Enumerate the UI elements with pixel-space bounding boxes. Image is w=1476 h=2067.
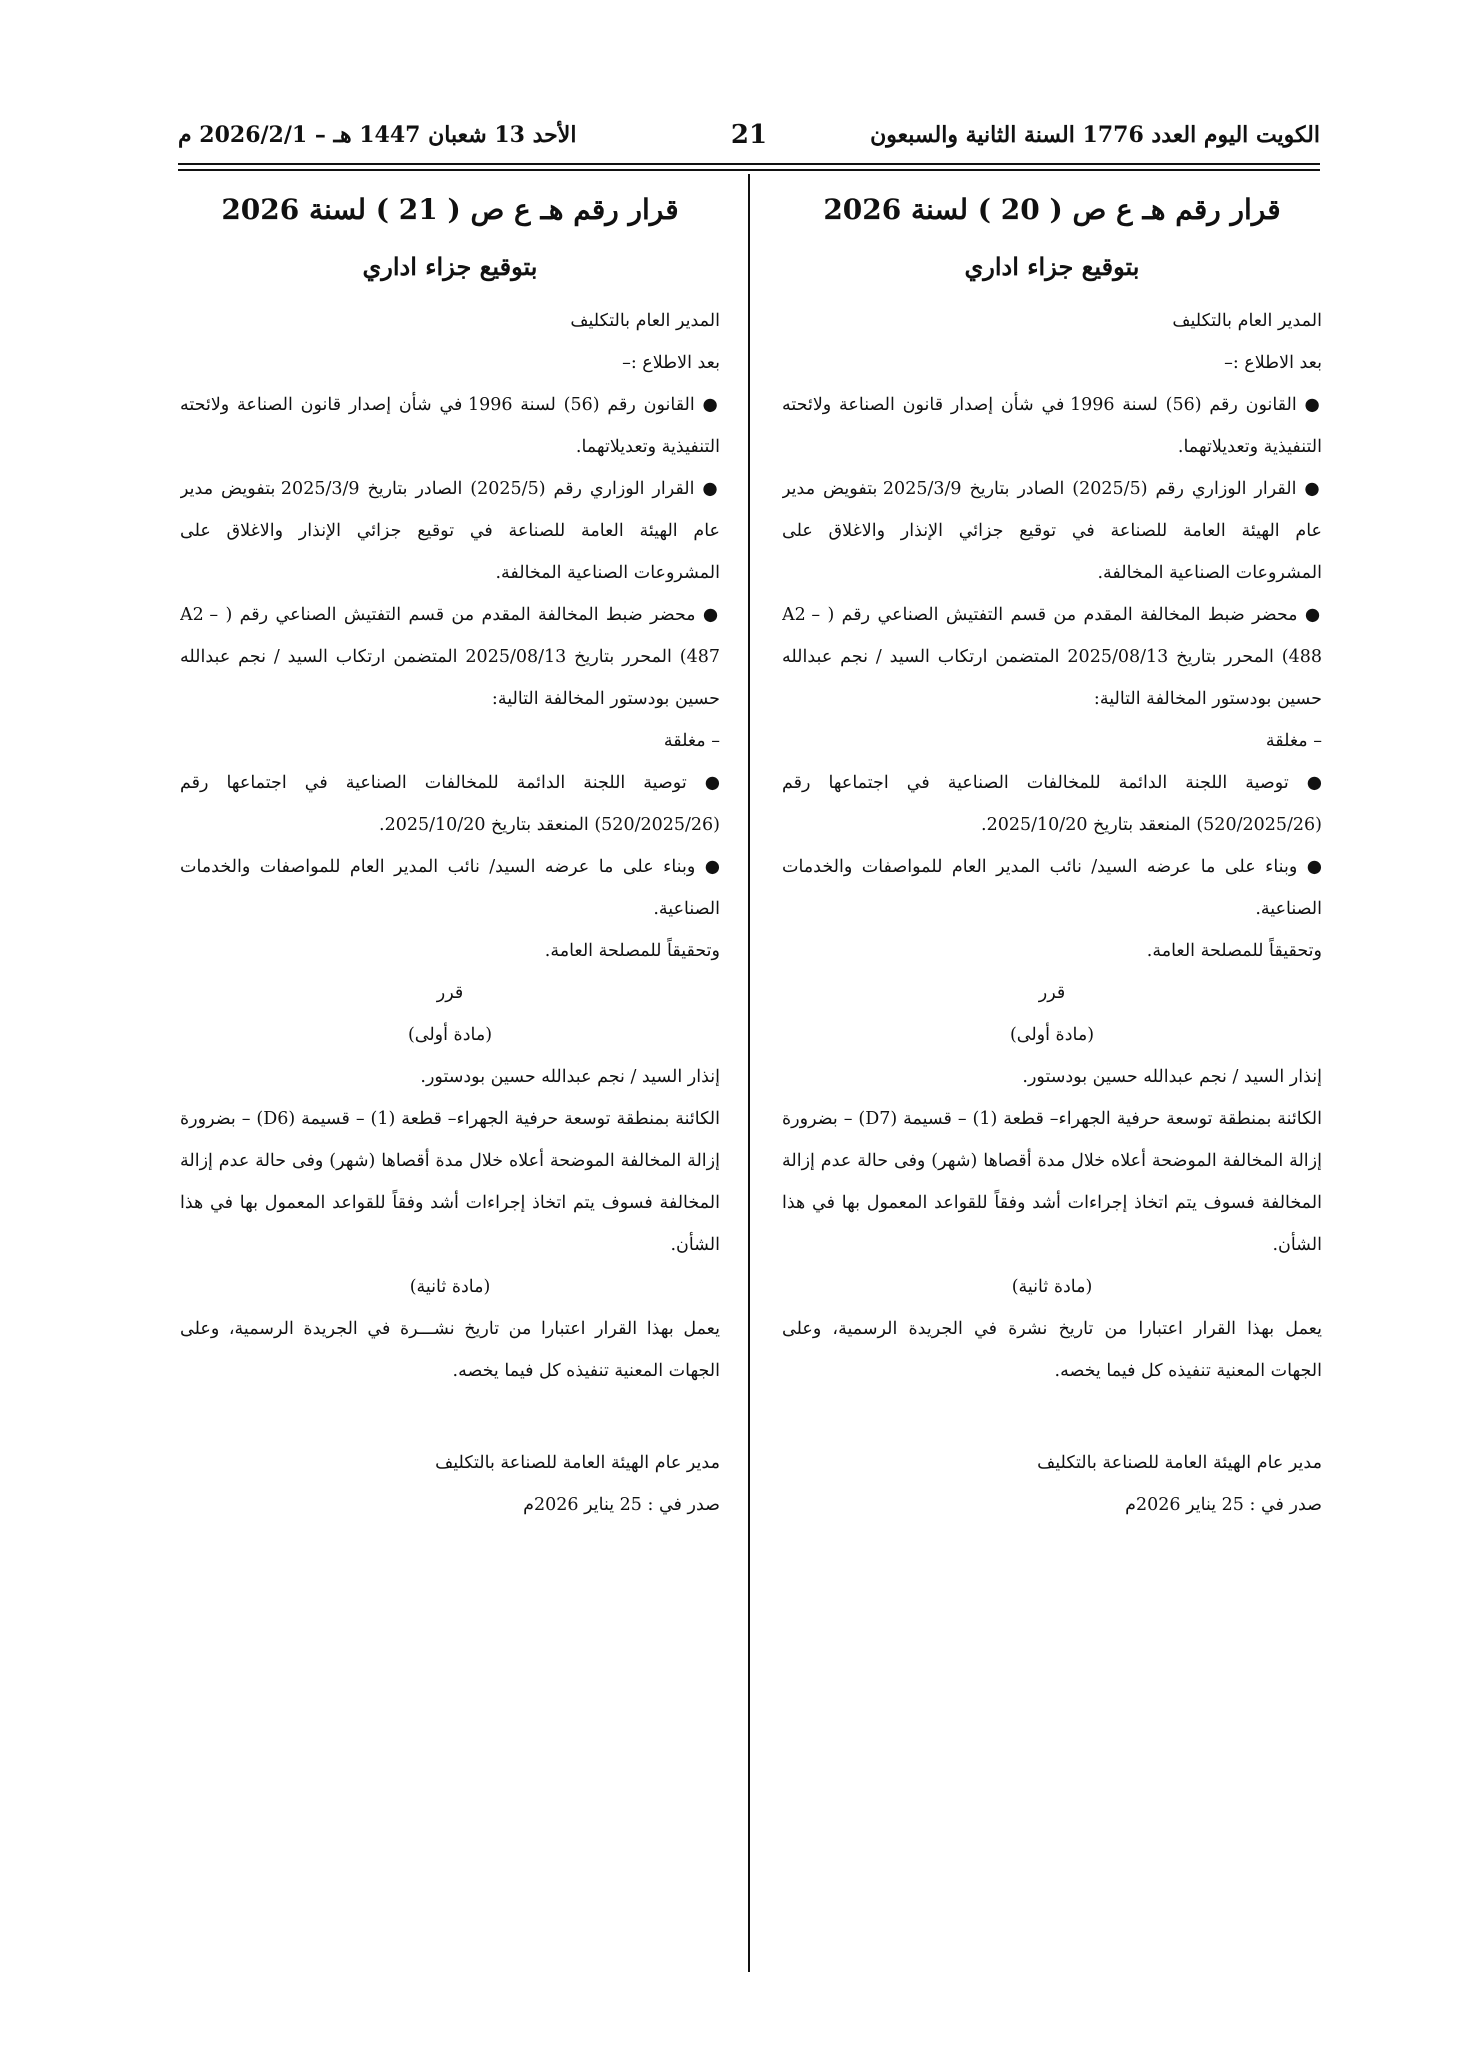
bullet-law: ● القانون رقم (56) لسنة 1996 في شأن إصدار قانون الصناعة ولائحته التنفيذية وتعديلاتهما.	[180, 395, 720, 457]
warning-line: إنذار السيد / نجم عبدالله حسين بودستور.	[1022, 1067, 1322, 1087]
bullet-committee: ● توصية اللجنة الدائمة للمخالفات الصناعية في اجتماعها رقم (520/2025/26) المنعقد بتاريخ 2025/10/20.	[782, 773, 1322, 835]
decided-heading: قرر	[1038, 983, 1066, 1003]
bullet-deputy: ● وبناء على ما عرضه السيد/ نائب المدير العام للمواصفات والخدمات الصناعية.	[782, 857, 1322, 919]
article-2-heading: (مادة ثانية)	[1011, 1277, 1093, 1297]
bullet-ministerial-decision: ● القرار الوزاري رقم (2025/5) الصادر بتاريخ 2025/3/9 بتفويض مدير عام الهيئة العامة للصناعة في توقيع جزائي الإنذار والاغلاق على المشروعات الصناعية المخالفة.	[180, 479, 720, 583]
header-rule-bottom	[178, 169, 1320, 171]
bullet-committee: ● توصية اللجنة الدائمة للمخالفات الصناعية في اجتماعها رقم (520/2025/26) المنعقد بتاريخ 2025/10/20.	[180, 773, 720, 835]
article-1-body: الكائنة بمنطقة توسعة حرفية الجهراء– قطعة (1) – قسيمة (D6) – بضرورة إزالة المخالفة الموضحة أعلاه خلال مدة أقصاها (شهر) وفى حالة عدم إزالة المخالفة فسوف يتم اتخاذ إجراءات أشد وفقاً للقواعد المعمول بها في هذا الشأن.	[180, 1109, 720, 1255]
decision-21	[180, 176, 720, 1956]
issue-date-line: صدر في : 25 يناير 2026م	[1125, 1495, 1322, 1515]
after-review: بعد الاطلاع :–	[1224, 353, 1322, 373]
after-review: بعد الاطلاع :–	[622, 353, 720, 373]
violation-item: – مغلقة	[663, 731, 720, 751]
column-divider	[748, 174, 750, 1972]
page-number: 21	[730, 120, 768, 150]
decision-title: قرار رقم هـ ع ص ( 21 ) لسنة 2026	[221, 193, 679, 226]
bullet-ministerial-decision: ● القرار الوزاري رقم (2025/5) الصادر بتاريخ 2025/3/9 بتفويض مدير عام الهيئة العامة للصناعة في توقيع جزائي الإنذار والاغلاق على المشروعات الصناعية المخالفة.	[782, 479, 1322, 583]
violation-item: – مغلقة	[1265, 731, 1322, 751]
bullet-violation-report: ● محضر ضبط المخالفة المقدم من قسم التفتيش الصناعي رقم ( A2 –487) المحرر بتاريخ 2025/08/13 المتضمن ارتكاب السيد / نجم عبدالله حسين بودستور المخالفة التالية:	[180, 605, 720, 709]
article-2-body: يعمل بهذا القرار اعتبارا من تاريخ نشرة في الجريدة الرسمية، وعلى الجهات المعنية تنفيذه كل فيما يخصه.	[782, 1319, 1322, 1381]
issuer-line: المدير العام بالتكليف	[570, 311, 720, 331]
page-header	[178, 118, 1320, 158]
bullet-deputy: ● وبناء على ما عرضه السيد/ نائب المدير العام للمواصفات والخدمات الصناعية.	[180, 857, 720, 919]
warning-line: إنذار السيد / نجم عبدالله حسين بودستور.	[420, 1067, 720, 1087]
signature-title: مدير عام الهيئة العامة للصناعة بالتكليف	[435, 1453, 720, 1473]
header-rule-top	[178, 163, 1320, 165]
decided-heading: قرر	[436, 983, 464, 1003]
bullet-law: ● القانون رقم (56) لسنة 1996 في شأن إصدار قانون الصناعة ولائحته التنفيذية وتعديلاتهما.	[782, 395, 1322, 457]
public-interest: وتحقيقاً للمصلحة العامة.	[1146, 941, 1322, 961]
decision-subtitle: بتوقيع جزاء اداري	[362, 252, 538, 281]
article-2-body: يعمل بهذا القرار اعتبارا من تاريخ نشـــرة في الجريدة الرسمية، وعلى الجهات المعنية تنفيذه كل فيما يخصه.	[180, 1319, 720, 1381]
issue-date: الأحد 13 شعبان 1447 هـ – 2026/2/1 م	[178, 122, 577, 148]
article-1-heading: (مادة أولى)	[407, 1025, 493, 1045]
signature-title: مدير عام الهيئة العامة للصناعة بالتكليف	[1037, 1453, 1322, 1473]
article-1-heading: (مادة أولى)	[1009, 1025, 1095, 1045]
decision-subtitle: بتوقيع جزاء اداري	[964, 252, 1140, 281]
decision-20	[782, 176, 1322, 1956]
public-interest: وتحقيقاً للمصلحة العامة.	[544, 941, 720, 961]
bullet-violation-report: ● محضر ضبط المخالفة المقدم من قسم التفتيش الصناعي رقم ( A2 –488) المحرر بتاريخ 2025/08/13 المتضمن ارتكاب السيد / نجم عبدالله حسين بودستور المخالفة التالية:	[782, 605, 1322, 709]
issue-date-line: صدر في : 25 يناير 2026م	[523, 1495, 720, 1515]
issuer-line: المدير العام بالتكليف	[1172, 311, 1322, 331]
article-1-body: الكائنة بمنطقة توسعة حرفية الجهراء– قطعة (1) – قسيمة (D7) – بضرورة إزالة المخالفة الموضحة أعلاه خلال مدة أقصاها (شهر) وفى حالة عدم إزالة المخالفة فسوف يتم اتخاذ إجراءات أشد وفقاً للقواعد المعمول بها في هذا الشأن.	[782, 1109, 1322, 1255]
gazette-issue: الكويت اليوم العدد 1776 السنة الثانية والسبعون	[870, 122, 1320, 148]
decision-title: قرار رقم هـ ع ص ( 20 ) لسنة 2026	[823, 193, 1281, 226]
article-2-heading: (مادة ثانية)	[409, 1277, 491, 1297]
